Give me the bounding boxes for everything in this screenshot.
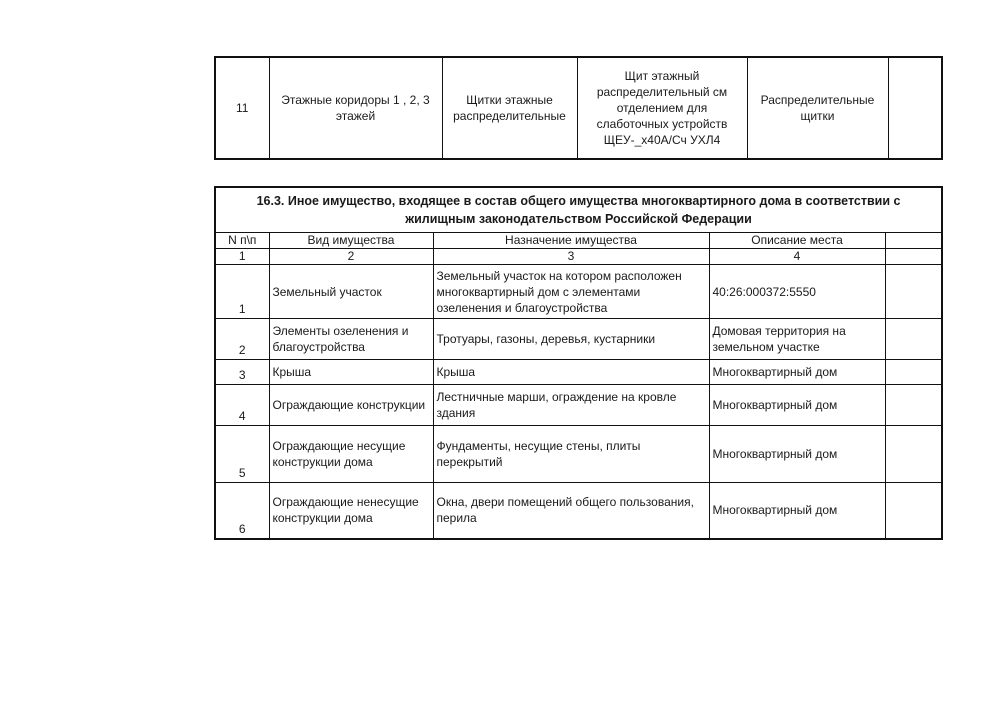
row-kind: Ограждающие ненесущие конструкции дома xyxy=(269,483,433,539)
row-place: Многоквартирный дом xyxy=(709,385,885,426)
section-title: 16.3. Иное имущество, входящее в состав общего имущества многоквартирного дома в соответствии с жилищным законодательством Российской Федерации xyxy=(215,187,942,233)
table-row xyxy=(215,57,942,159)
row-description: Щит этажный распределительный см отделением для слаботочных устройств ЩЕУ-_х40А/Сч УХЛ4 xyxy=(577,57,747,159)
row-location: Этажные коридоры 1 , 2, 3 этажей xyxy=(269,57,442,159)
row-purpose: Тротуары, газоны, деревья, кустарники xyxy=(433,319,709,360)
header-row xyxy=(215,233,942,249)
table-row xyxy=(215,483,942,539)
row-extra xyxy=(885,426,942,483)
row-purpose: Крыша xyxy=(433,360,709,385)
row-number: 5 xyxy=(215,426,269,483)
row-number: 11 xyxy=(215,57,269,159)
table-row xyxy=(215,385,942,426)
row-place: Домовая территория на земельном участке xyxy=(709,319,885,360)
header-place: Описание места xyxy=(709,233,885,249)
header-extra xyxy=(885,233,942,249)
table-row xyxy=(215,360,942,385)
row-extra xyxy=(885,483,942,539)
row-extra xyxy=(888,57,942,159)
row-place: Многоквартирный дом xyxy=(709,483,885,539)
row-place: 40:26:000372:5550 xyxy=(709,265,885,319)
header-kind: Вид имущества xyxy=(269,233,433,249)
row-place: Многоквартирный дом xyxy=(709,360,885,385)
row-extra xyxy=(885,265,942,319)
column-number: 4 xyxy=(709,249,885,265)
table-row xyxy=(215,426,942,483)
row-kind: Ограждающие конструкции xyxy=(269,385,433,426)
other-property-table xyxy=(214,186,943,540)
row-extra xyxy=(885,360,942,385)
row-number: 3 xyxy=(215,360,269,385)
table-row xyxy=(215,319,942,360)
row-kind: Земельный участок xyxy=(269,265,433,319)
row-purpose: Лестничные марши, ограждение на кровле здания xyxy=(433,385,709,426)
header-purpose: Назначение имущества xyxy=(433,233,709,249)
previous-section-table xyxy=(214,56,943,160)
column-number-row xyxy=(215,249,942,265)
header-number: N п\п xyxy=(215,233,269,249)
row-purpose: Земельный участок на котором расположен многоквартирный дом с элементами озеленения и благоустройства xyxy=(433,265,709,319)
row-extra xyxy=(885,319,942,360)
column-number: 3 xyxy=(433,249,709,265)
column-number: 1 xyxy=(215,249,269,265)
row-purpose: Окна, двери помещений общего пользования, перила xyxy=(433,483,709,539)
row-place: Многоквартирный дом xyxy=(709,426,885,483)
row-extra xyxy=(885,385,942,426)
row-purpose: Фундаменты, несущие стены, плиты перекрытий xyxy=(433,426,709,483)
row-number: 6 xyxy=(215,483,269,539)
column-number xyxy=(885,249,942,265)
row-name: Щитки этажные распределительные xyxy=(442,57,577,159)
column-number: 2 xyxy=(269,249,433,265)
section-title-row xyxy=(215,187,942,233)
table-row xyxy=(215,265,942,319)
row-purpose: Распределительные щитки xyxy=(747,57,888,159)
row-kind: Крыша xyxy=(269,360,433,385)
row-number: 4 xyxy=(215,385,269,426)
row-kind: Ограждающие несущие конструкции дома xyxy=(269,426,433,483)
row-number: 1 xyxy=(215,265,269,319)
row-kind: Элементы озеленения и благоустройства xyxy=(269,319,433,360)
row-number: 2 xyxy=(215,319,269,360)
